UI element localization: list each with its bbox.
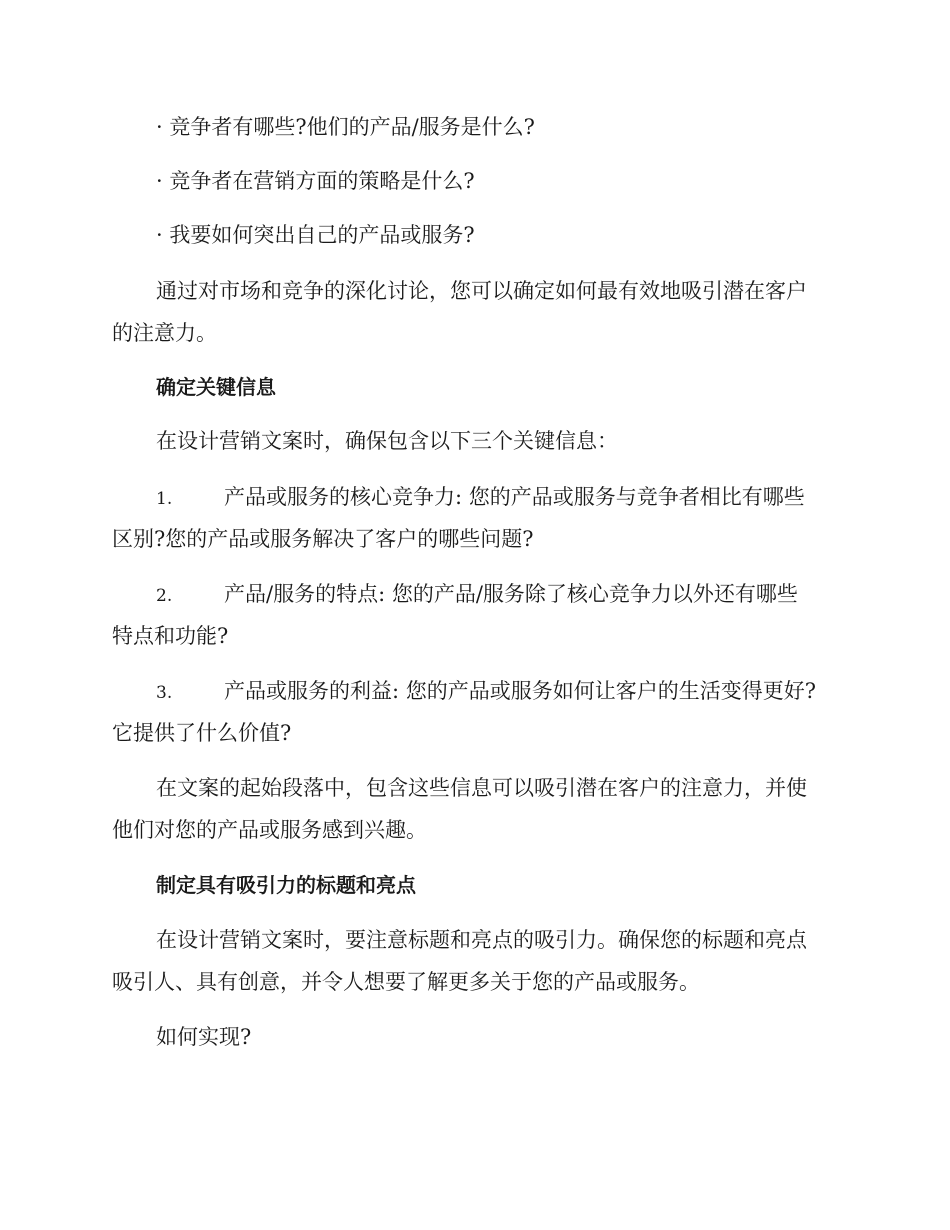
paragraph-line: 通过对市场和竞争的深化讨论，您可以确定如何最有效地吸引潜在客户 <box>156 279 807 303</box>
numbered-item-continuation: 区别?您的产品或服务解决了客户的哪些问题? <box>112 527 534 551</box>
list-text: 产品/服务的特点: 您的产品/服务除了核心竞争力以外还有哪些 <box>224 582 798 606</box>
paragraph-line: 在设计营销文案时，确保包含以下三个关键信息： <box>156 429 618 453</box>
paragraph-line: 的注意力。 <box>112 321 217 345</box>
list-number: 2. <box>156 586 173 606</box>
paragraph-line: 如何实现? <box>156 1025 252 1049</box>
list-text: 产品或服务的核心竞争力: 您的产品或服务与竞争者相比有哪些 <box>224 485 805 509</box>
paragraph-line: 他们对您的产品或服务感到兴趣。 <box>112 818 427 842</box>
paragraph-line: 在设计营销文案时，要注意标题和亮点的吸引力。确保您的标题和亮点 <box>156 928 807 952</box>
numbered-item-continuation: 特点和功能? <box>112 624 229 648</box>
section-heading: 确定关键信息 <box>156 375 276 399</box>
list-number: 1. <box>156 489 173 509</box>
list-number: 3. <box>156 683 173 703</box>
numbered-item-line <box>156 670 838 715</box>
numbered-item-line <box>156 573 838 618</box>
bullet-item: · 竞争者在营销方面的策略是什么? <box>156 169 475 193</box>
bullet-item: · 竞争者有哪些?他们的产品/服务是什么? <box>156 115 535 139</box>
list-text: 产品或服务的利益: 您的产品或服务如何让客户的生活变得更好? <box>224 679 817 703</box>
numbered-item-line <box>156 476 838 521</box>
bullet-item: · 我要如何突出自己的产品或服务? <box>156 223 475 247</box>
section-heading: 制定具有吸引力的标题和亮点 <box>156 873 416 897</box>
numbered-item-continuation: 它提供了什么价值? <box>112 721 292 745</box>
paragraph-line: 吸引人、具有创意，并令人想要了解更多关于您的产品或服务。 <box>112 970 700 994</box>
paragraph-line: 在文案的起始段落中，包含这些信息可以吸引潜在客户的注意力，并使 <box>156 776 807 800</box>
